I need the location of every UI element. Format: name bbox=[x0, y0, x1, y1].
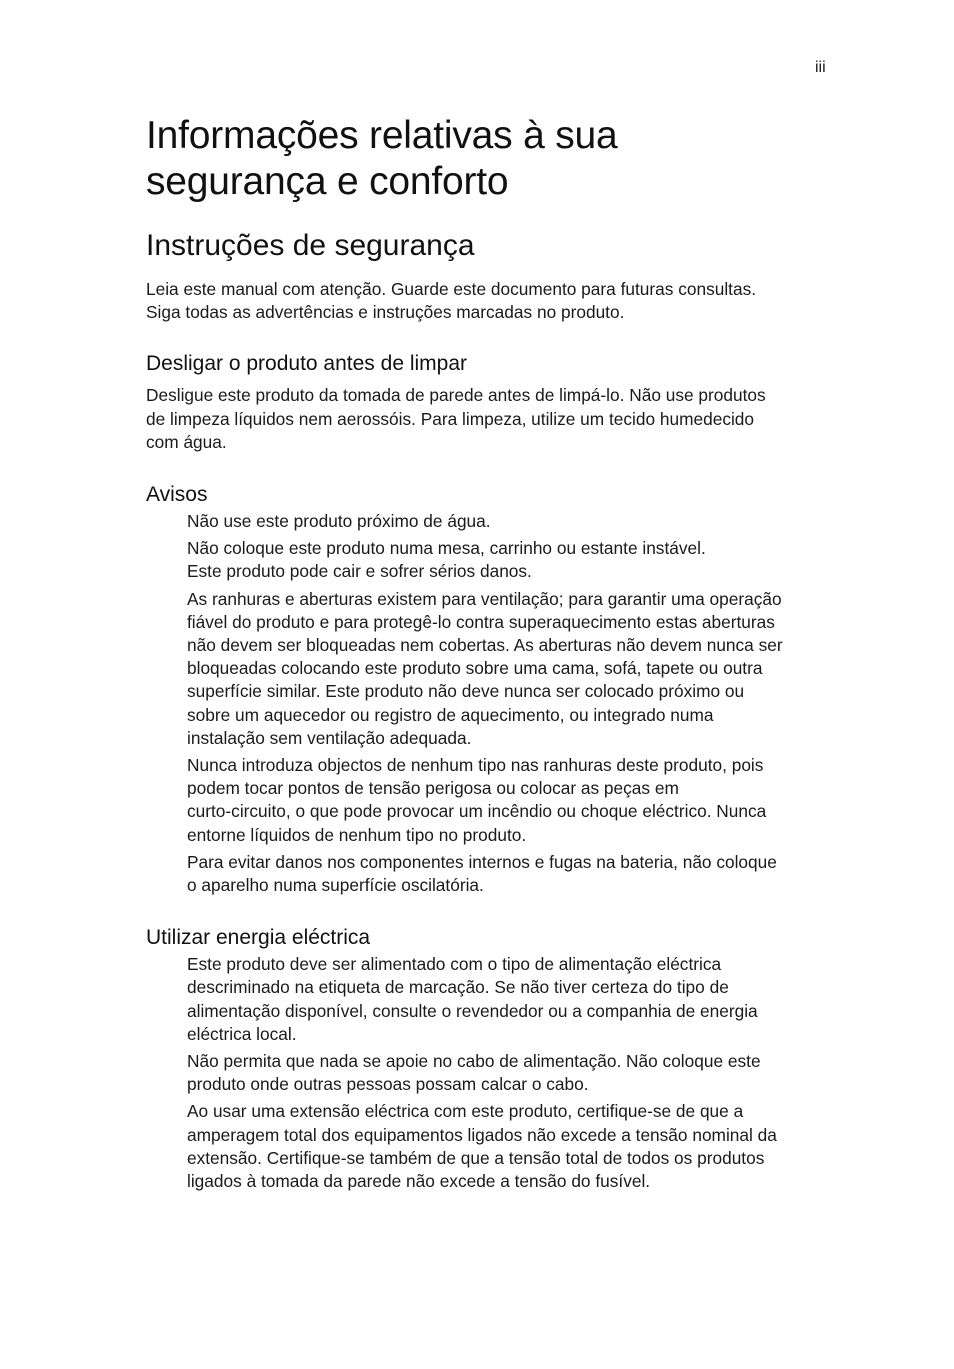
text-line: As ranhuras e aberturas existem para ventilação; para garantir uma operação bbox=[187, 588, 782, 609]
text-line: produto onde outras pessoas possam calcar o cabo. bbox=[187, 1074, 589, 1095]
power-item bbox=[187, 1050, 836, 1096]
text-line: não devem ser bloqueadas nem cobertas. As aberturas não devem nunca ser bbox=[187, 635, 783, 656]
warning-item bbox=[187, 754, 836, 847]
text-line: extensão. Certifique-se também de que a tensão total de todos os produtos bbox=[187, 1147, 765, 1168]
power-item bbox=[187, 1100, 836, 1193]
text-line: Não permita que nada se apoie no cabo de alimentação. Não coloque este bbox=[187, 1051, 761, 1072]
text-line: curto-circuito, o que pode provocar um incêndio ou choque eléctrico. Nunca bbox=[187, 801, 767, 822]
subsection-heading-cleaning: Desligar o produto antes de limpar bbox=[146, 352, 468, 376]
cleaning-paragraph bbox=[146, 384, 836, 454]
text-line: Este produto pode cair e sofrer sérios danos. bbox=[187, 561, 532, 582]
warnings-list bbox=[146, 510, 836, 897]
page-title-line: segurança e conforto bbox=[146, 160, 509, 203]
text-line: Nunca introduza objectos de nenhum tipo nas ranhuras deste produto, pois bbox=[187, 755, 764, 776]
text-line: podem tocar pontos de tensão perigosa ou colocar as peças em bbox=[187, 778, 679, 799]
subsection-heading-warnings: Avisos bbox=[146, 483, 208, 507]
warning-item bbox=[187, 851, 836, 897]
text-line: Este produto deve ser alimentado com o tipo de alimentação eléctrica bbox=[187, 954, 722, 975]
page-title-line: Informações relativas à sua bbox=[146, 114, 618, 157]
warning-item bbox=[187, 510, 836, 533]
warning-item bbox=[187, 588, 836, 750]
text-line: ligados à tomada da parede não excede a tensão do fusível. bbox=[187, 1171, 651, 1192]
text-line: instalação sem ventilação adequada. bbox=[187, 727, 472, 748]
text-line: fiável do produto e para protegê-lo contra superaquecimento estas aberturas bbox=[187, 611, 775, 632]
text-line: Siga todas as advertências e instruções marcadas no produto. bbox=[146, 302, 625, 323]
text-line: Leia este manual com atenção. Guarde este documento para futuras consultas. bbox=[146, 279, 757, 299]
text-line: o aparelho numa superfície oscilatória. bbox=[187, 875, 484, 896]
section-heading-safety: Instruções de segurança bbox=[146, 229, 475, 262]
warning-item bbox=[187, 537, 836, 583]
power-item bbox=[187, 953, 836, 1046]
text-line: entorne líquidos de nenhum tipo no produto. bbox=[187, 824, 527, 845]
text-line: descriminado na etiqueta de marcação. Se não tiver certeza do tipo de bbox=[187, 977, 729, 998]
safety-intro-paragraph bbox=[146, 278, 836, 324]
page-number: iii bbox=[815, 59, 826, 76]
text-line: de limpeza líquidos nem aerossóis. Para limpeza, utilize um tecido humedecido bbox=[146, 408, 755, 429]
text-line: amperagem total dos equipamentos ligados não excede a tensão nominal da bbox=[187, 1124, 777, 1145]
subsection-heading-power: Utilizar energia eléctrica bbox=[146, 926, 371, 950]
text-line: alimentação disponível, consulte o revendedor ou a companhia de energia bbox=[187, 1000, 758, 1021]
text-line: eléctrica local. bbox=[187, 1023, 297, 1044]
text-line: Para evitar danos nos componentes internos e fugas na bateria, não coloque bbox=[187, 851, 777, 872]
power-list bbox=[146, 953, 836, 1193]
text-line: Não coloque este produto numa mesa, carrinho ou estante instável. bbox=[187, 538, 706, 559]
text-line: com água. bbox=[146, 431, 227, 452]
text-line: superfície similar. Este produto não deve nunca ser colocado próximo ou bbox=[187, 681, 745, 702]
document-body bbox=[146, 113, 836, 1197]
text-line: Desligue este produto da tomada de parede antes de limpá-lo. Não use produtos bbox=[146, 385, 766, 406]
text-line: Ao usar uma extensão eléctrica com este produto, certifique-se de que a bbox=[187, 1101, 744, 1122]
text-line: Não use este produto próximo de água. bbox=[187, 511, 491, 532]
page-title bbox=[146, 113, 836, 205]
text-line: sobre um aquecedor ou registro de aquecimento, ou integrado numa bbox=[187, 704, 714, 725]
text-line: bloqueadas colocando este produto sobre uma cama, sofá, tapete ou outra bbox=[187, 658, 763, 679]
